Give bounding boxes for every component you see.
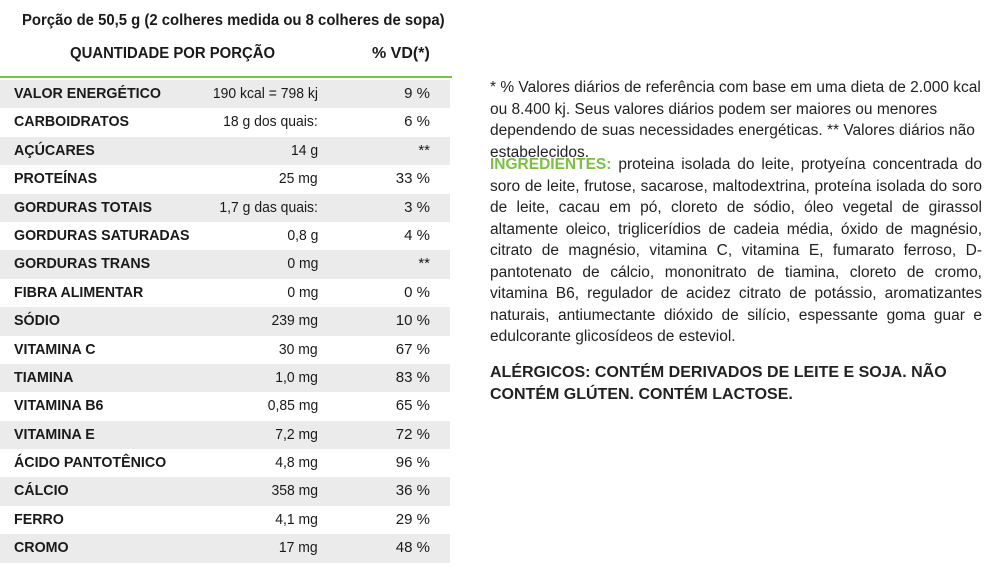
serving-size: Porção de 50,5 g (2 colheres medida ou 8 colheres de sopa) <box>22 12 445 29</box>
table-row <box>0 194 450 222</box>
table-row <box>0 449 450 477</box>
nutrient-amount: 4,8 mg <box>275 454 318 472</box>
header-daily-value: % VD(*) <box>372 45 430 62</box>
table-row <box>0 279 450 307</box>
nutrient-label: PROTEÍNAS <box>14 170 98 188</box>
nutrient-label: CÁLCIO <box>14 482 69 500</box>
table-row <box>0 392 450 420</box>
nutrient-daily-value: 4 % <box>404 226 430 244</box>
table-row <box>0 477 450 505</box>
nutrient-daily-value: 6 % <box>404 113 430 131</box>
table-row <box>0 80 450 108</box>
nutrient-amount: 0,85 mg <box>267 397 318 415</box>
nutrient-amount: 190 kcal = 798 kj <box>212 85 318 102</box>
nutrient-amount: 1,0 mg <box>275 368 318 386</box>
nutrient-daily-value: 29 % <box>395 510 430 528</box>
table-row <box>0 108 450 136</box>
table-row <box>0 307 450 335</box>
nutrient-label: CARBOIDRATOS <box>14 113 130 131</box>
nutrient-amount: 17 mg <box>279 539 318 557</box>
table-row <box>0 421 450 449</box>
nutrient-label: GORDURAS TOTAIS <box>14 198 153 216</box>
nutrient-amount: 4,1 mg <box>275 510 318 528</box>
table-row <box>0 506 450 534</box>
nutrient-label: FIBRA ALIMENTAR <box>14 283 144 301</box>
nutrition-table <box>0 80 450 563</box>
nutrient-label: VITAMINA C <box>14 340 96 358</box>
header-divider <box>0 76 452 78</box>
nutrient-amount: 14 g <box>290 141 318 159</box>
nutrient-daily-value: 33 % <box>395 170 430 188</box>
nutrient-label: FERRO <box>14 510 64 528</box>
nutrient-daily-value: 48 % <box>395 539 430 557</box>
nutrient-amount: 25 mg <box>279 170 318 188</box>
nutrient-amount: 358 mg <box>271 482 318 500</box>
nutrient-daily-value: ** <box>418 255 430 273</box>
nutrient-label: GORDURAS SATURADAS <box>14 226 190 244</box>
ingredients <box>490 154 982 348</box>
allergens-notice: ALÉRGICOS: CONTÉM DERIVADOS DE LEITE E SOJA. NÃO CONTÉM GLÚTEN. CONTÉM LACTOSE. <box>490 364 947 403</box>
nutrient-label: ÁCIDO PANTOTÊNICO <box>14 454 167 472</box>
nutrient-daily-value: 10 % <box>395 312 430 330</box>
nutrient-daily-value: ** <box>418 141 430 159</box>
nutrient-amount: 0 mg <box>286 283 318 301</box>
table-row <box>0 165 450 193</box>
nutrient-amount: 239 mg <box>271 312 318 330</box>
nutrient-label: CROMO <box>14 539 69 557</box>
table-row <box>0 534 450 562</box>
nutrient-label: GORDURAS TRANS <box>14 255 151 273</box>
nutrient-label: VALOR ENERGÉTICO <box>14 85 161 102</box>
ingredients-label: INGREDIENTES: <box>490 156 612 173</box>
nutrient-daily-value: 36 % <box>395 482 430 500</box>
header-quantity: QUANTIDADE POR PORÇÃO <box>70 45 276 62</box>
nutrient-amount: 0 mg <box>286 255 318 273</box>
nutrient-amount: 0,8 g <box>286 226 318 244</box>
nutrient-daily-value: 65 % <box>395 397 430 415</box>
nutrient-label: TIAMINA <box>14 368 74 386</box>
nutrient-label: SÓDIO <box>14 312 60 330</box>
nutrient-daily-value: 96 % <box>395 454 430 472</box>
table-row <box>0 250 450 278</box>
nutrient-daily-value: 83 % <box>395 368 430 386</box>
nutrient-amount: 30 mg <box>279 340 318 358</box>
nutrient-amount: 1,7 g das quais: <box>219 198 318 216</box>
nutrient-amount: 18 g dos quais: <box>223 113 318 131</box>
nutrient-daily-value: 0 % <box>404 283 430 301</box>
ingredients-text: proteina isolada do leite, protyeína concentrada do soro de leite, frutose, sacarose, maltodextrina, proteína isolada do soro de leite, cacau em pó, cloreto de sódio, óleo vegetal de girassol altamente oleico, triglicerídios de cadeia média, óxido de magnésio, citrato de magnésio, vitamina C, vitamina E, fumarato ferroso, D-pantotenato de cálcio, mononitrato de tiamina, cloreto de cromo, vitamina B6, regulador de acidez citrato de potássio, aromatizantes naturais, antiumectante dióxido de silício, espessante goma guar e edulcorante glicosídeos de esteviol. <box>490 156 982 345</box>
table-row <box>0 336 450 364</box>
nutrient-daily-value: 3 % <box>404 198 430 216</box>
table-row <box>0 222 450 250</box>
nutrient-daily-value: 67 % <box>395 340 430 358</box>
nutrient-daily-value: 72 % <box>395 425 430 443</box>
nutrient-label: AÇÚCARES <box>14 141 95 159</box>
nutrient-label: VITAMINA E <box>14 425 95 443</box>
daily-value-footnote: * % Valores diários de referência com base em uma dieta de 2.000 kcal ou 8.400 kj. Seus valores diários podem ser maiores ou menores dependendo de suas necessidades energéticas. ** Valores diários não estabelecidos. <box>490 79 981 161</box>
nutrient-label: VITAMINA B6 <box>14 397 104 415</box>
nutrient-daily-value: 9 % <box>404 85 430 102</box>
nutrient-amount: 7,2 mg <box>275 425 318 443</box>
table-row <box>0 364 450 392</box>
table-row <box>0 137 450 165</box>
